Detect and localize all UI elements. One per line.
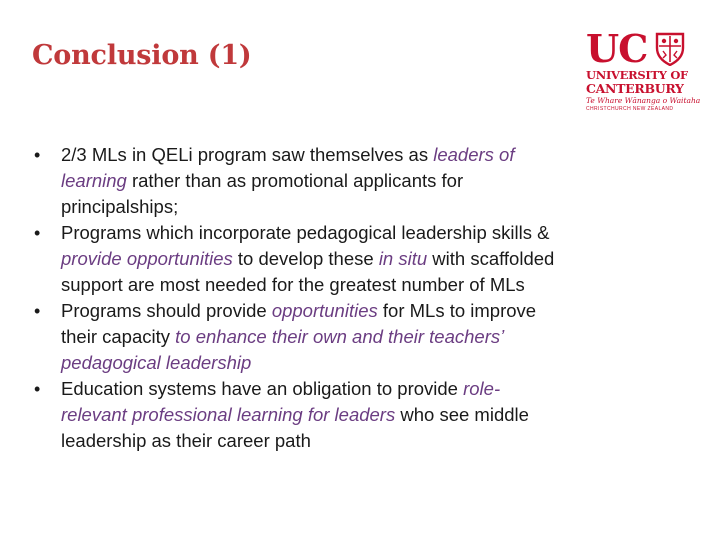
logo-text-university-of: UNIVERSITY OF: [586, 68, 688, 82]
bullet-emphasis-text: provide opportunities: [61, 248, 233, 269]
logo-monogram: UC: [586, 26, 648, 71]
crest-icon: [654, 32, 686, 66]
logo-text-maori: Te Whare Wānanga o Waitaha: [586, 96, 701, 105]
bullet-list: [34, 142, 564, 454]
university-logo: [586, 26, 701, 114]
bullet-item: [34, 298, 564, 376]
bullet-text: for MLs to improve their capacity: [61, 300, 537, 347]
bullet-text: to develop these: [232, 248, 379, 269]
bullet-text: who see middle leadership as their career path: [61, 404, 529, 451]
bullet-text: Education systems have an obligation to provide: [61, 378, 464, 399]
bullet-text: 2/3 MLs in QELi program saw themselves as: [61, 144, 434, 165]
bullet-emphasis-text: role-relevant professional learning for leaders: [61, 378, 501, 425]
bullet-emphasis-text: leaders of learning: [61, 144, 515, 191]
logo-text-canterbury: CANTERBURY: [586, 81, 684, 96]
logo-text-city: CHRISTCHURCH NEW ZEALAND: [586, 106, 674, 112]
bullet-text: Programs should provide: [61, 300, 272, 321]
bullet-dot-icon: •: [34, 379, 41, 399]
bullet-text: Programs which incorporate pedagogical leadership skills &: [61, 222, 550, 243]
bullet-item: [34, 376, 564, 454]
bullet-emphasis-text: opportunities: [271, 300, 378, 321]
bullet-text: rather than as promotional applicants for principalships;: [61, 170, 464, 217]
bullet-emphasis-text: to enhance their own and their teachers’ pedagogical leadership: [61, 326, 504, 373]
bullet-text: with scaffolded support are most needed for the greatest number of MLs: [61, 248, 555, 295]
bullet-item: [34, 142, 564, 220]
bullet-item: [34, 220, 564, 298]
bullet-dot-icon: •: [34, 145, 41, 165]
bullet-dot-icon: •: [34, 223, 41, 243]
bullet-emphasis-text: in situ: [378, 248, 428, 269]
slide-title: Conclusion (1): [32, 40, 252, 71]
bullet-dot-icon: •: [34, 301, 41, 321]
